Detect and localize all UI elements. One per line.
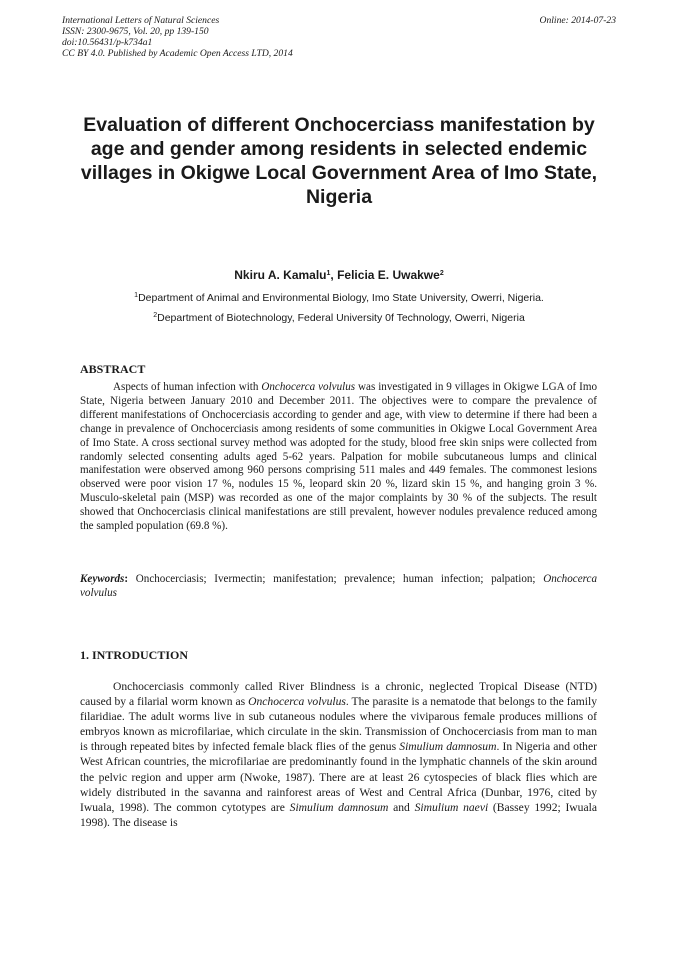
author-affil-mark: 1: [326, 270, 331, 277]
license-line: CC BY 4.0. Published by Academic Open Access LTD, 2014: [62, 48, 293, 59]
intro-text: and: [388, 800, 415, 814]
keywords-text: Onchocerciasis; Ivermectin; manifestation; prevalence; human infection; palpation;: [128, 573, 544, 585]
introduction-heading: 1. INTRODUCTION: [80, 648, 189, 662]
keywords-species: Onchocerca volvulus: [80, 573, 597, 599]
intro-text: . In Nigeria and other West African countries, the microfilariae are predominantly found in the lymphatic channels of the skin around the pelvic region and upper arm (Nwoke, 1987). There are at least 26 cytospecies of black flies which are widely distributed in the savanna and rainforest areas of West and Central Africa (Dunbar, 1976, cited by Iwuala, 1998). The common cytotypes are: [80, 740, 597, 814]
affiliation-mark: 2: [153, 312, 158, 319]
affiliation-mark: 1: [134, 292, 139, 299]
introduction-paragraph: [80, 679, 597, 830]
abstract-text: was investigated in 9 villages in Okigwe LGA of Imo State, Nigeria between January 2010 and December 2011. The objectives were to compare the prevalence of different manifestations of Onchocerciasis according to gender and age, with view to determine if there had been a change in prevalence of Onchocerciasis among residents of some communities in Okigwe Local Government Area of Imo State. A cross sectional survey method was adopted for the study, blood free skin snips were collected from randomly selected consenting adults aged 5-62 years. Palpation for mobile subcutaneous lumps and clinical manifestation were observed among 960 persons comprising 511 males and 449 females. The commonest lesions observed were poor vision 17 %, nodules 15 %, leopard skin 20 %, lizard skin 15 %, and hanging groin 3 %. Musculo-skeletal pain (MSP) was recorded as one of the major complaints by 30 % of the subjects. The result showed that Onchocerciasis clinical manifestations are still prevalent, however nodules prevalence reduced among the sampled population (69.8 %).: [80, 381, 597, 533]
species-name: Simulium damnosum: [399, 740, 497, 754]
affiliation-1: [60, 291, 618, 305]
intro-text: (Bassey 1992; Iwuala 1998). The disease is: [80, 800, 597, 829]
species-name: Onchocerca volvulus: [261, 381, 356, 393]
species-name: Simulium damnosum: [289, 800, 389, 814]
author-name: Nkiru A. Kamalu: [234, 268, 327, 282]
affiliation-text: Department of Animal and Environmental Biology, Imo State University, Owerri, Nigeria.: [138, 292, 544, 304]
affiliation-text: Department of Biotechnology, Federal University 0f Technology, Owerri, Nigeria: [157, 312, 525, 324]
species-name: Onchocerca volvulus: [248, 695, 346, 709]
author-affil-mark: 2: [439, 270, 444, 277]
doi-line[interactable]: doi:10.56431/p-k734a1: [62, 37, 153, 48]
author-line: [60, 267, 618, 283]
abstract-text: Aspects of human infection with: [113, 381, 262, 393]
journal-header: [62, 15, 616, 59]
issn-line: ISSN: 2300-9675, Vol. 20, pp 139-150: [62, 26, 209, 37]
author-separator: ,: [330, 268, 338, 282]
intro-text: Onchocerciasis commonly called River Blindness is a chronic, neglected Tropical Disease (NTD) caused by a filarial worm known as: [80, 680, 597, 709]
journal-name: International Letters of Natural Sciences: [62, 15, 220, 26]
keywords-label: Keywords: [80, 573, 125, 585]
keywords-colon: :: [124, 573, 129, 585]
species-name: Simulium naevi: [414, 800, 489, 814]
paper-title: Evaluation of different Onchocerciass manifestation by age and gender among residents in selected endemic villages in Okigwe Local Government Area of Imo State, Nigeria: [80, 114, 598, 208]
affiliation-2: [60, 311, 618, 325]
abstract-paragraph: [80, 381, 597, 534]
intro-text: . The parasite is a nematode that belongs to the family filaridiae. The adult worms live in sub cutaneous nodules where the viviparous female produces millions of embryos known as microfilariae, which circulate in the skin. Transmission of Onchocerciasis from man to man is through repeated bites by infected female black flies of the genus: [80, 695, 597, 754]
online-date: Online: 2014-07-23: [539, 15, 616, 26]
keywords: [80, 572, 597, 600]
abstract-heading: ABSTRACT: [80, 362, 146, 376]
introduction-body: [80, 679, 597, 830]
author-name: Felicia E. Uwakwe: [337, 268, 440, 282]
abstract-body: [80, 381, 597, 534]
